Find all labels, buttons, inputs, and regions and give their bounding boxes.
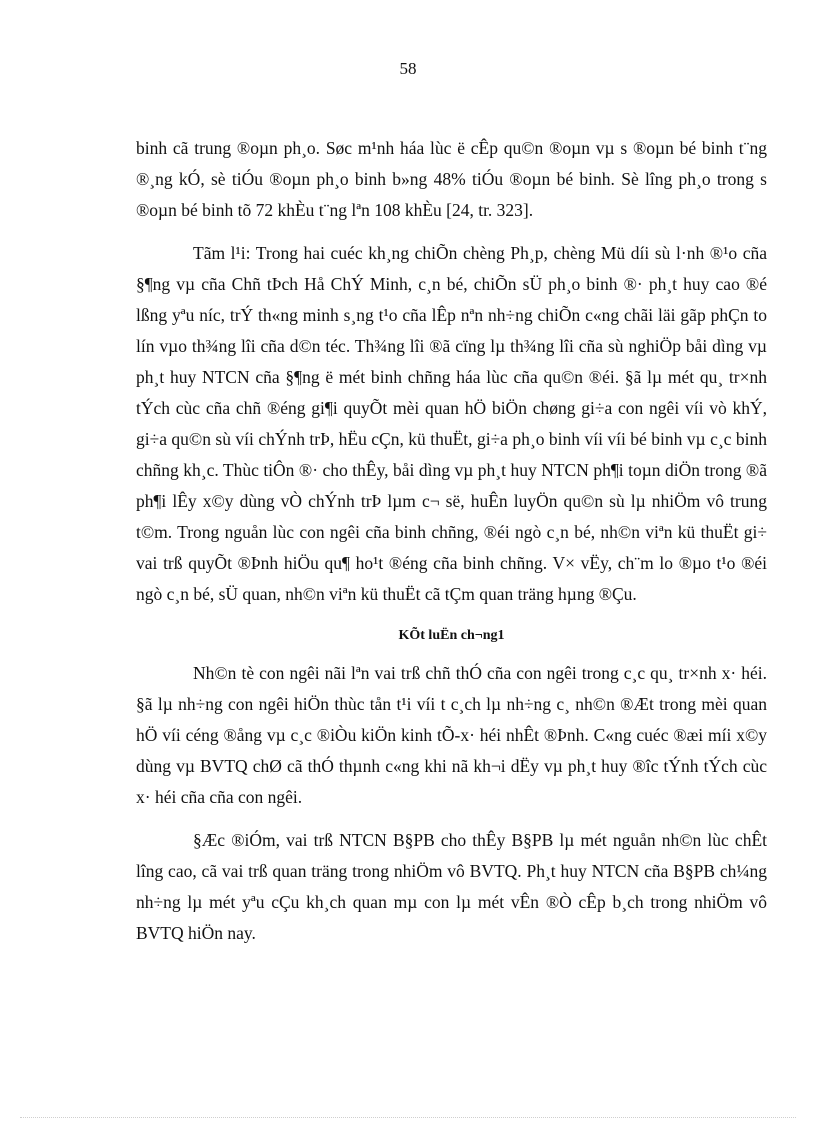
page-bottom-divider [20, 1117, 796, 1118]
section-heading: KÕt luËn ch¬ng1 [398, 628, 505, 643]
body-paragraph-4: §Æc ®iÓm, vai trß NTCN B§PB cho thÊy B§PB lµ mét nguån nh©n lùc chÊt lîng cao, cã vai trß quan träng trong nhiÖm vô BVTQ. Ph¸t huy NTCN cña B§PB ch¼ng nh÷ng lµ mét yªu cÇu kh¸ch quan mµ con lµ mét vÊn ®Ò cÊp b¸ch trong nhiÖm vô BVTQ hiÖn nay. [136, 830, 767, 943]
body-paragraph-3: Nh©n tè con ngêi nãi lªn vai trß chñ thÓ cña con ngêi trong c¸c qu¸ tr×nh x· héi. §ã lµ nh÷ng con ngêi hiÖn thùc tån t¹i víi t c¸ch lµ nh÷ng c¸ nh©n ®Æt trong mèi quan hÖ víi céng ®ång vµ c¸c ®iÒu kiÖn kinh tÕ-x· héi nhÊt ®Þnh. C«ng cuéc ®æi míi x©y dùng vµ BVTQ chØ cã thÓ thµnh c«ng khi nã kh¬i dËy vµ ph¸t huy ®îc tÝnh tÝch cùc x· héi cña cña con ngêi. [136, 663, 767, 807]
body-paragraph-2: Tãm l¹i: Trong hai cuéc kh¸ng chiÕn chèng Ph¸p, chèng Mü díi sù l·nh ®¹o cña §¶ng vµ cña Chñ tÞch Hå ChÝ Minh, c¸n bé, chiÕn sÜ ph¸o binh ®· ph¸t huy cao ®é lßng yªu níc, trÝ th«ng minh s¸ng t¹o cña lÊp nªn nh÷ng chiÕn c«ng chãi läi gãp phÇn to lín vµo th¾ng lîi cña d©n téc. Th¾ng lîi ®ã cïng lµ th¾ng lîi cña sù nghiÖp båi dìng vµ ph¸t huy NTCN cña §¶ng ë mét binh chñng háa lùc cña qu©n ®éi. §ã lµ mét qu¸ tr×nh tÝch cùc cña chñ ®éng gi¶i quyÕt mèi quan hÖ biÖn chøng gi÷a con ngêi víi vò khÝ, gi÷a qu©n sù víi chÝnh trÞ, hËu cÇn, kü thuËt, gi÷a ph¸o binh víi víi bé binh vµ c¸c binh chñng kh¸c. Thùc tiÔn ®· cho thÊy, båi dìng vµ ph¸t huy NTCN ph¶i toµn diÖn trong ®ã ph¶i lÊy x©y dùng vÒ chÝnh trÞ lµm c¬ së, huÊn luyÖn qu©n sù lµ nhiÖm vô trung t©m. Trong nguån lùc con ngêi cña binh chñng, ®éi ngò c¸n bé, nh©n viªn kü thuËt gi÷ vai trß quyÕt ®Þnh hiÖu qu¶ ho¹t ®éng cña binh chñng. V× vËy, ch¨m lo ®µo t¹o ®éi ngò c¸n bé, sÜ quan, nh©n viªn kü thuËt cã tÇm quan träng hµng ®Çu. [136, 243, 767, 604]
body-paragraph-1: binh cã trung ®oµn ph¸o. Søc m¹nh háa lùc ë cÊp qu©n ®oµn vµ s ®oµn bé binh t¨ng ®¸ng kÓ, sè tiÓu ®oµn ph¸o binh b»ng 48% tiÓu ®oµn bé binh. Sè lîng ph¸o trong s ®oµn bé binh tõ 72 khÈu t¨ng lªn 108 khÈu [24, tr. 323]. [136, 138, 767, 220]
page-body [136, 133, 767, 961]
page-number: 58 [399, 59, 417, 78]
